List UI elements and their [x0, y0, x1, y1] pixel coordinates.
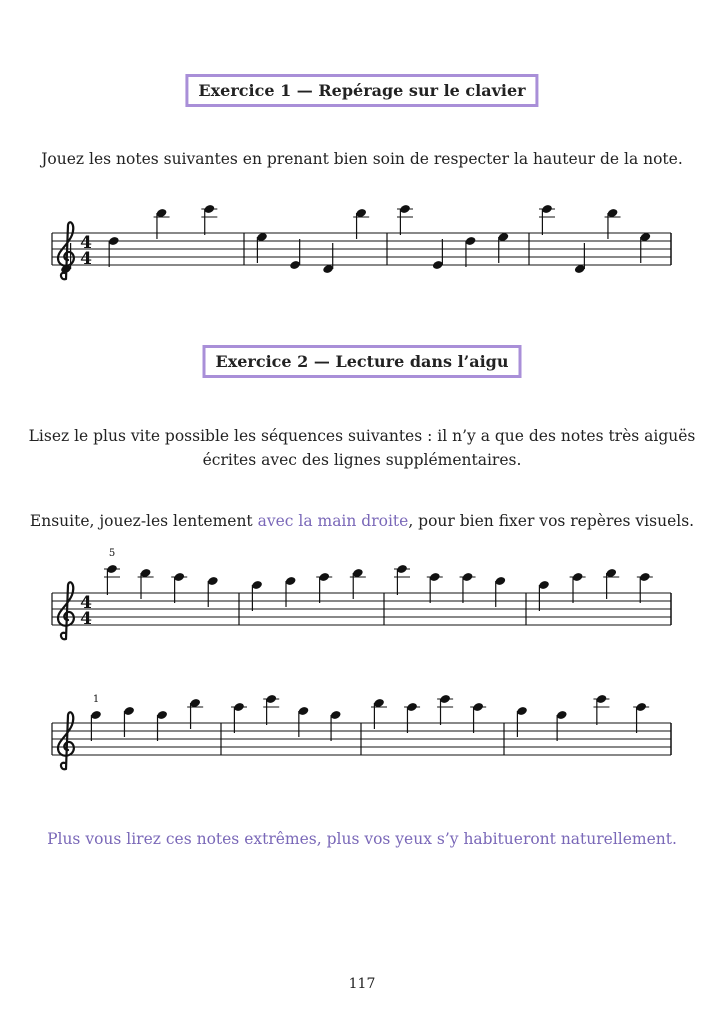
staff-exercise2-line2	[0, 694, 724, 800]
exercise1-instruction: Jouez les notes suivantes en prenant bien soin de respecter la hauteur de la note.	[41, 150, 683, 168]
exercise1-title: Exercice 1 — Repérage sur le clavier	[185, 74, 538, 107]
time-signature-top: 4	[80, 593, 92, 613]
treble-clef-icon	[58, 712, 74, 769]
exercise2-instruction-line2: écrites avec des lignes supplémentaires.	[202, 451, 522, 469]
exercise2-instruction-line1: Lisez le plus vite possible les séquences suivantes : il n’y a que des notes très aiguës	[28, 427, 696, 445]
time-signature-bottom: 4	[80, 249, 92, 269]
fingering-number: 1	[92, 694, 100, 705]
treble-clef-icon	[58, 582, 74, 639]
practice-text-after: , pour bien fixer vos repères visuels.	[408, 512, 695, 530]
treble-clef-stroke	[58, 712, 74, 769]
exercise2-title: Exercice 2 — Lecture dans l’aigu	[203, 345, 522, 378]
time-signature-bottom: 4	[80, 609, 92, 629]
practice-text-before: Ensuite, jouez-les lentement	[29, 512, 258, 530]
page-number: 117	[348, 976, 376, 992]
time-signature-top: 4	[80, 233, 92, 253]
treble-clef-stroke	[58, 582, 74, 639]
closing-note: Plus vous lirez ces notes extrêmes, plus vos yeux s’y habitueront naturellement.	[47, 830, 677, 848]
staff-exercise1	[0, 210, 724, 310]
exercise2-practice	[0, 508, 724, 534]
practice-text-right-hand: avec la main droite	[257, 512, 409, 530]
fingering-number: 5	[108, 548, 116, 559]
staff-exercise2-line1	[0, 548, 724, 670]
